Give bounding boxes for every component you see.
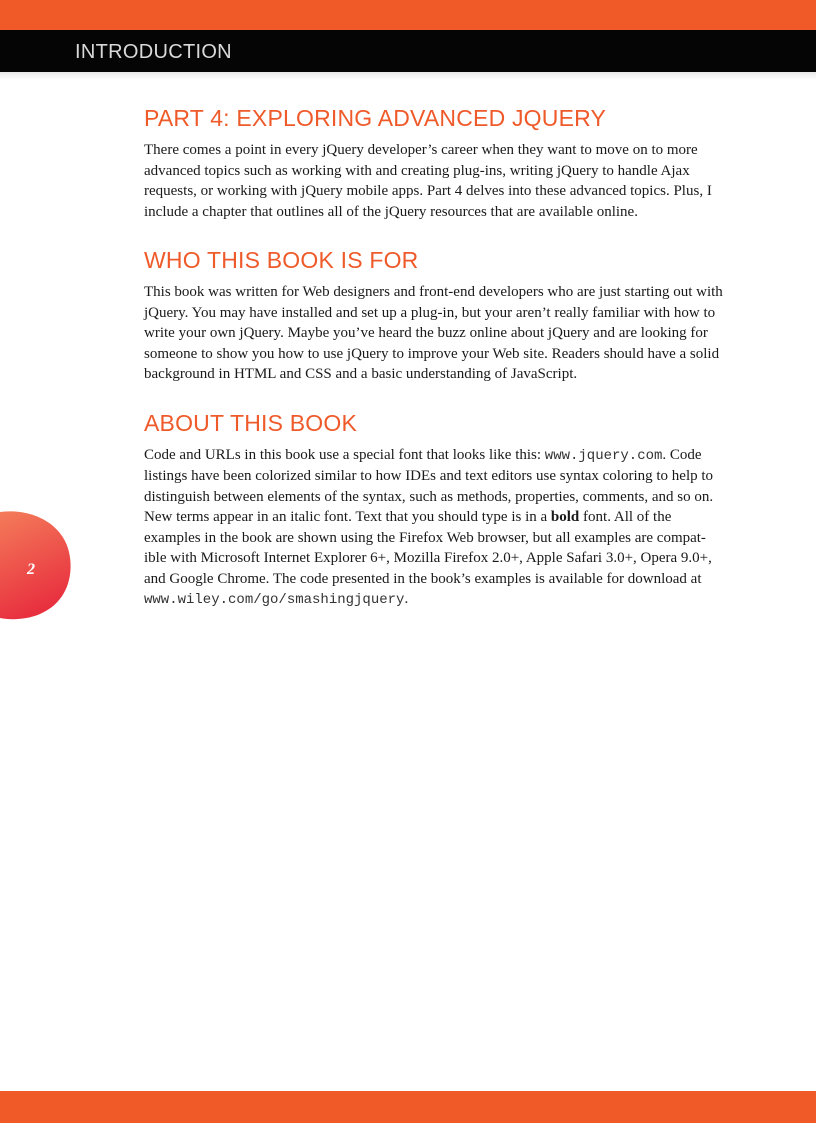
page-content [144, 104, 724, 635]
about-text-1: Code and URLs in this book use a special font that looks like this: [144, 446, 545, 463]
section-body-about [144, 445, 724, 611]
section-heading-audience: WHO THIS BOOK IS FOR [144, 247, 419, 273]
bottom-accent-bar [0, 1091, 816, 1123]
section-body-part4: There comes a point in every jQuery developer’s career when they want to move on to more advanced topics such as working with and creating plug-ins, writing jQuery to handle Ajax requests, or working with jQuery mobile apps. Part 4 delves into these advanced topics. Plus, I include a chapter that outlines all of the jQuery resources that are available online. [144, 142, 712, 220]
section-heading-about: ABOUT THIS BOOK [144, 409, 358, 436]
bold-term: bold [550, 509, 580, 525]
about-text-4: . [404, 591, 409, 607]
inline-code-url: www.jquery.com [544, 447, 663, 464]
chapter-title: INTRODUCTION [75, 41, 232, 63]
top-accent-strip [0, 0, 816, 30]
section-heading-part4: PART 4: EXPLORING ADVANCED JQUERY [144, 105, 607, 131]
section-body-audience: This book was written for Web designers and front-end developers who are just starting out with jQuery. You may have installed and set up a plug-in, but your aren’t really familiar with how to write your own jQuery. Maybe you’ve heard the buzz online about jQuery and are looking for someone to show you how to use jQuery to improve your Web site. Readers should have a solid background in HTML and CSS and a basic understanding of JavaScript. [144, 284, 723, 382]
header-shadow [0, 72, 816, 80]
inline-code-download-url: www.wiley.com/go/smashingjquery [144, 592, 405, 608]
page-number: 2 [27, 561, 35, 578]
page-number-tab [0, 510, 72, 620]
about-text-2: . Code listings have been colorized similar to how IDEs and text editors use syntax coloring to help to distinguish between elements of the syntax, such as methods, properties, comments, and so on. New terms appear in an italic font. Text that you should type is in a [144, 446, 714, 525]
about-text-3: font. All of the examples in the book are shown using the Firefox Web browser, but all examples are compat-ible with Microsoft Internet Explorer 6+, Mozilla Firefox 2.0+, Apple Safari 3.0+, Opera 9.0+, and Google Chrome. The code presented in the book’s examples is available for download at [144, 509, 712, 587]
